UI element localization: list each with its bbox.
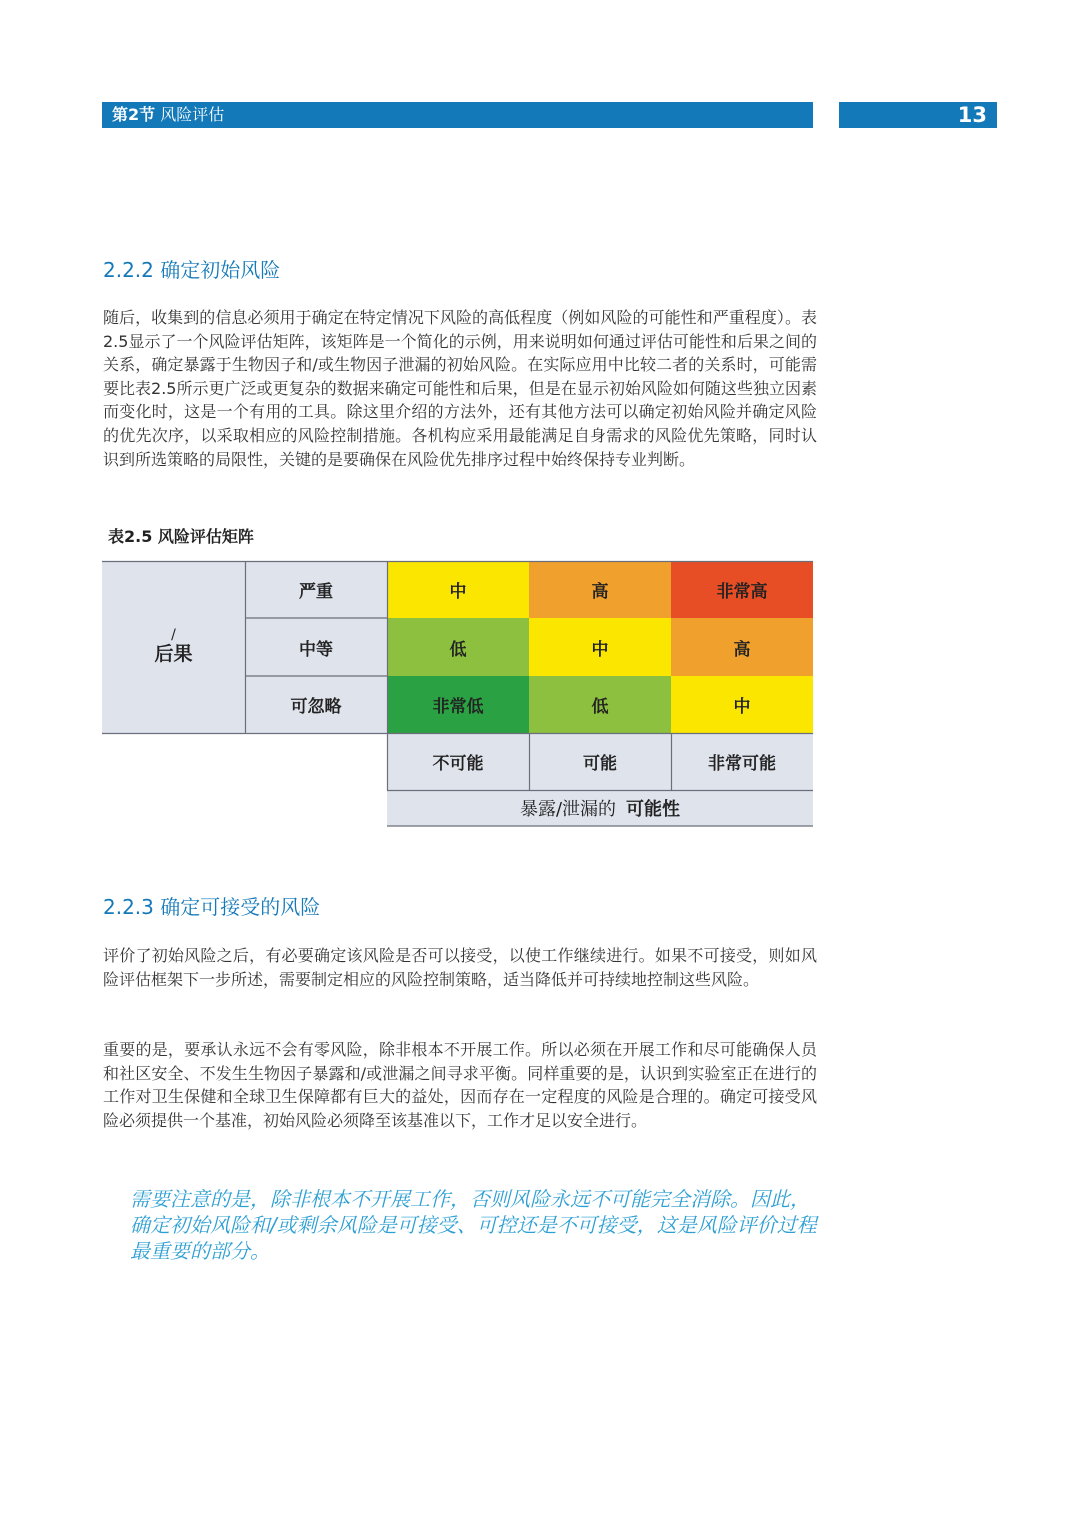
- section-title: 风险评估: [160, 105, 225, 124]
- risk-cell-low: 低: [387, 618, 529, 676]
- heading-2-2-2: 2.2.2 确定初始风险: [103, 258, 281, 282]
- risk-cell-very-high: 非常高: [671, 561, 813, 618]
- risk-cell-medium: 中: [671, 676, 813, 733]
- pull-quote: 需要注意的是，除非根本不开展工作，否则风险永远不可能完全消除。因此，确定初始风险和/或剩余风险是可接受、可控还是不可接受，这是风险评价过程最重要的部分。: [130, 1187, 817, 1263]
- section-number: 第2节: [112, 105, 156, 124]
- row-label-severe: 严重: [245, 561, 387, 618]
- heading-2-2-3: 2.2.3 确定可接受的风险: [103, 895, 321, 919]
- page-number: 13: [957, 103, 987, 127]
- risk-cell-very-low: 非常低: [387, 676, 529, 733]
- consequence-slash: /: [171, 627, 176, 643]
- col-label-very-likely: 非常可能: [671, 733, 813, 790]
- risk-cell-high: 高: [671, 618, 813, 676]
- row-label-moderate: 中等: [245, 618, 387, 676]
- risk-cell-medium: 中: [387, 561, 529, 618]
- table-title: 表2.5 风险评估矩阵: [108, 527, 254, 546]
- risk-cell-low: 低: [529, 676, 671, 733]
- risk-cell-medium: 中: [529, 618, 671, 676]
- consequence-label: 后果: [154, 643, 193, 665]
- row-label-negligible: 可忽略: [245, 676, 387, 733]
- col-label-likely: 可能: [529, 733, 671, 790]
- col-label-unlikely: 不可能: [387, 733, 529, 790]
- paragraph-initial-risk: 随后，收集到的信息必须用于确定在特定情况下风险的高低程度（例如风险的可能性和严重程度）。表2.5显示了一个风险评估矩阵，该矩阵是一个简化的示例，用来说明如何通过评估可能性和后果之间的关系，确定暴露于生物因子和/或生物因子泄漏的初始风险。在实际应用中比较二者的关系时，可能需要比表2.5所示更广泛或更复杂的数据来确定可能性和后果，但是在显示初始风险如何随这些独立因素而变化时，这是一个有用的工具。除这里介绍的方法外，还有其他方法可以确定初始风险并确定风险的优先次序，以采取相应的风险控制措施。各机构应采用最能满足自身需求的风险优先策略，同时认识到所选策略的局限性，关键的是要确保在风险优先排序过程中始终保持专业判断。: [103, 308, 817, 469]
- risk-cell-high: 高: [529, 561, 671, 618]
- likelihood-label-prefix: 暴露/泄漏的: [519, 799, 617, 820]
- paragraph-acceptable-risk-1: 评价了初始风险之后，有必要确定该风险是否可以接受，以使工作继续进行。如果不可接受，则如风险评估框架下一步所述，需要制定相应的风险控制策略，适当降低并可持续地控制这些风险。: [103, 946, 817, 989]
- likelihood-label-bold: 可能性: [626, 799, 681, 820]
- paragraph-acceptable-risk-2: 重要的是，要承认永远不会有零风险，除非根本不开展工作。所以必须在开展工作和尽可能确保人员和社区安全、不发生生物因子暴露和/或泄漏之间寻求平衡。同样重要的是，认识到实验室正在进行的工作对卫生保健和全球卫生保障都有巨大的益处，因而存在一定程度的风险是合理的。确定可接受风险必须提供一个基准，初始风险必须降至该基准以下，工作才足以安全进行。: [103, 1040, 817, 1130]
